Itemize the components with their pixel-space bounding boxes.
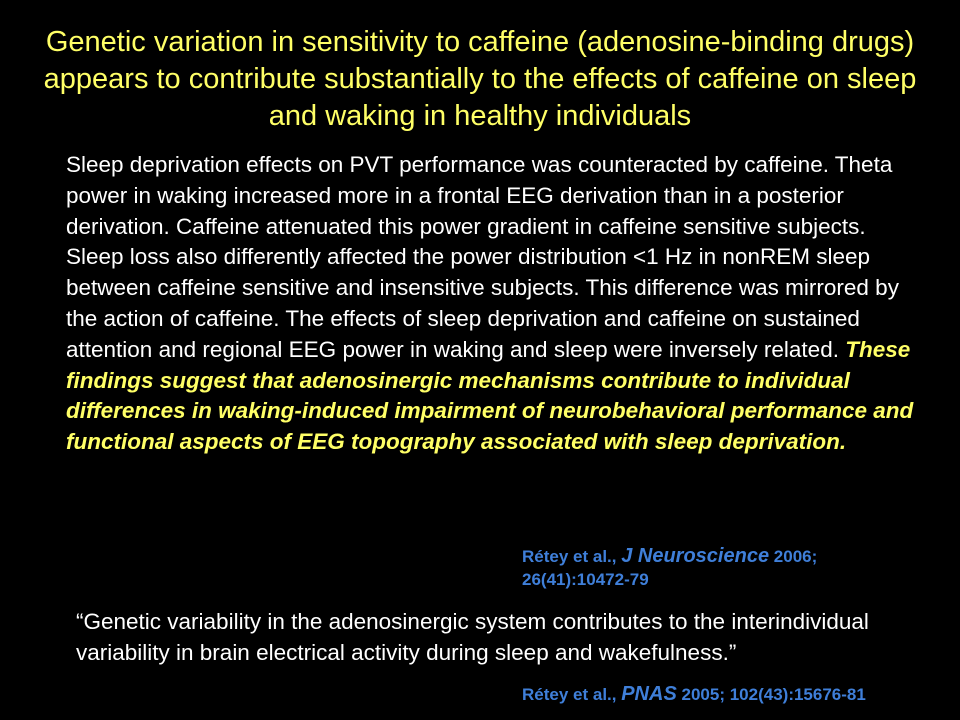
citation-details: 2005; 102(43):15676-81 (676, 685, 866, 704)
quote-text: “Genetic variability in the adenosinergic system contributes to the interindividual variability in brain electrical activity during sleep and wakefulness.” (76, 609, 869, 665)
citation-pnas (522, 683, 942, 706)
citation-journal: PNAS (621, 683, 677, 705)
citation-details: 2006; 26(41):10472-79 (522, 547, 818, 589)
citation-authors: Rétey et al., (522, 685, 622, 704)
citation-journal: J Neuroscience (621, 545, 770, 567)
citation-authors: Rétey et al., (522, 547, 622, 566)
body-emphasis-text: These findings suggest that adenosinergic mechanisms contribute to individual differences in waking-induced impairment of neurobehavioral performance and functional aspects of EEG topography associated with sleep deprivation. (66, 336, 914, 455)
body-paragraph (66, 150, 926, 458)
slide-title: Genetic variation in sensitivity to caffeine (adenosine-binding drugs) appears to contribute substantially to the effects of caffeine on sleep and waking in healthy individuals (43, 26, 917, 132)
citation-neuroscience (522, 545, 922, 591)
body-plain-text: Sleep deprivation effects on PVT performance was counteracted by caffeine. Theta power in waking increased more in a frontal EEG derivation than in a posterior derivation. Caffeine attenuated this power gradient in caffeine sensitive subjects. Sleep loss also differently affected the power distribution <1 Hz in nonREM sleep between caffeine sensitive and insensitive subjects. This difference was mirrored by the action of caffeine. The effects of sleep deprivation and caffeine on sustained attention and regional EEG power in waking and sleep were inversely related. (66, 152, 899, 362)
